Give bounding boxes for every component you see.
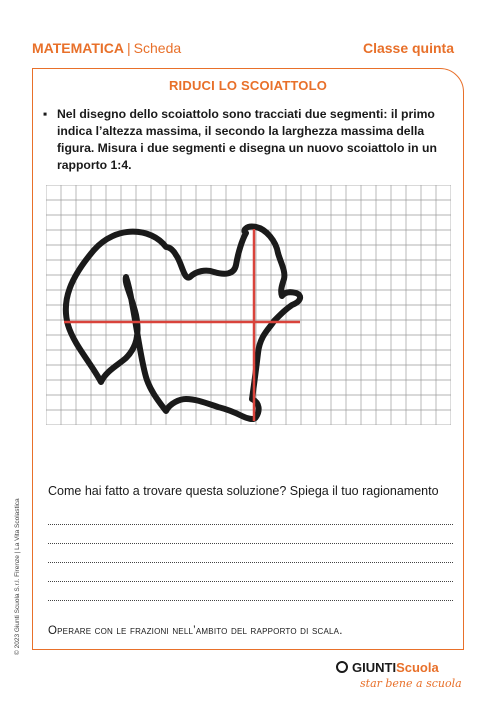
worksheet-title: RIDUCI LO SCOIATTOLO [168,78,328,93]
instruction-text: Nel disegno dello scoiattolo sono tracciati due segmenti: il primo indica l’altezza massima, il secondo la larghezza massima della figura. Misura i due segmenti e disegna un nuovo scoiattolo in un rapporto 1:4. [57,107,437,172]
answer-line[interactable] [48,563,453,582]
answer-line[interactable] [48,544,453,563]
logo-brand-name: GIUNTI [352,660,397,675]
answer-lines [48,506,453,601]
answer-line[interactable] [48,525,453,544]
bullet-icon: ▪ [43,107,48,121]
answer-line[interactable] [48,582,453,601]
learning-objective: Operare con le frazioni nell’ambito del rapporto di scala. [48,625,343,637]
reasoning-question: Come hai fatto a trovare questa soluzione? Spiega il tuo ragionamento [48,484,439,498]
grid-canvas [46,185,451,425]
instruction-block [43,106,463,174]
publisher-logo [336,660,476,700]
page-header [32,40,454,62]
grid-lines [46,185,451,425]
header-separator: | [127,40,131,56]
subject-label: MATEMATICA [32,40,125,56]
logo-tagline: star bene a scuola [360,677,462,690]
grade-label: Classe quinta [362,40,454,56]
drawing-grid [46,185,451,430]
logo-brand [352,660,439,675]
answer-line[interactable] [48,506,453,525]
header-subject [32,40,181,56]
logo-brand-suffix: Scuola [396,660,439,675]
copyright-notice: © 2023 Giunti Scuola S.r.l. Firenze | La Vita Scolastica [14,498,21,655]
section-label: Scheda [133,40,182,56]
logo-g-icon [336,661,348,673]
